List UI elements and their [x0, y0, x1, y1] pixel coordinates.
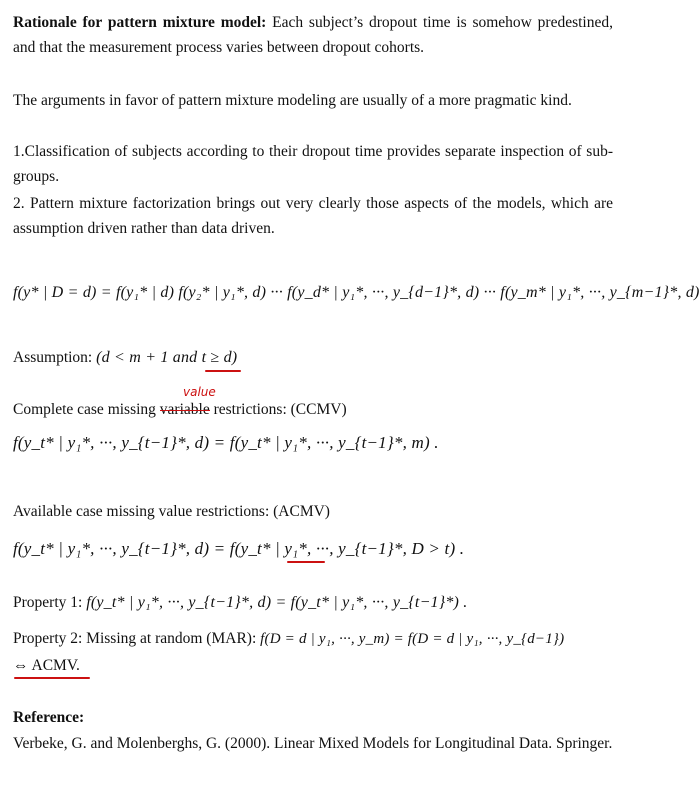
acmv-underline: [287, 561, 325, 563]
assumption-math: (d < m + 1 and t ≥ d): [96, 349, 238, 366]
acmv-eq-right: ) .: [449, 539, 465, 558]
ccmv-label-after: restrictions: (CCMV): [209, 401, 347, 418]
property-1-equation: f(y_t* | y₁*, ···, y_{t−1}*, d) = f(y_t* | y₁*, ···, y_{t−1}*) .: [86, 594, 468, 611]
property-1: [13, 590, 613, 615]
assumption-underline: [205, 370, 241, 372]
ccmv-label-before: Complete case missing: [13, 401, 160, 418]
property-2-label: Property 2: Missing at random (MAR):: [13, 630, 261, 647]
property-1-label: Property 1:: [13, 594, 87, 611]
arguments-item-2: 2. Pattern mixture factorization brings out very clearly those aspects of the models, which are assumption driven rather than data driven.: [13, 195, 613, 237]
acmv-equation: [13, 536, 613, 561]
reference-heading: Reference:: [13, 709, 85, 726]
arguments-intro: The arguments in favor of pattern mixture modeling are usually of a more pragmatic kind.: [13, 92, 572, 109]
property-2-conclusion: ⇔ ACMV.: [13, 657, 80, 674]
rationale-text: Each subject’s dropout time is somehow predestined, and that the measurement process varies between dropout cohorts.: [13, 14, 613, 56]
ccmv-equation: f(y_t* | y₁*, ···, y_{t−1}*, d) = f(y_t* | y₁*, ···, y_{t−1}*, m) .: [13, 433, 439, 452]
assumption-line: [13, 345, 613, 370]
property-2-equation: f(D = d | y₁, ···, y_m) = f(D = d | y₁, ···, y_{d−1}): [260, 631, 565, 647]
factorization-equation: f(y* | D = d) = f(y₁* | d) f(y₂* | y₁*, d) ··· f(y_d* | y₁*, ···, y_{d−1}*, d) ··· f(y_m* | y₁*, ···, y_{m−1}*, d): [13, 284, 700, 301]
acmv-eq-left: f(y_t* | y₁*, ···, y_{t−1}*, d) = f(y_t* | y₁*, ···, y_{t−1}*,: [13, 539, 412, 558]
acmv-conclusion-underline: [14, 677, 90, 679]
acmv-eq-underlined: D > t: [411, 539, 450, 558]
assumption-label: Assumption:: [13, 349, 93, 366]
rationale-paragraph: [13, 10, 613, 60]
property-2: [13, 626, 613, 652]
rationale-heading: Rationale for pattern mixture model:: [13, 14, 267, 31]
acmv-label: Available case missing value restrictions: (ACMV): [13, 503, 330, 520]
reference-text: Verbeke, G. and Molenberghs, G. (2000). Linear Mixed Models for Longitudinal Data. Springer.: [13, 735, 613, 752]
ccmv-label: [13, 397, 613, 422]
ccmv-handwritten-note: value: [183, 385, 216, 399]
arguments-item-1: 1.Classification of subjects according to their dropout time provides separate inspection of sub-groups.: [13, 143, 613, 185]
ccmv-struck-word: variable: [159, 401, 210, 418]
